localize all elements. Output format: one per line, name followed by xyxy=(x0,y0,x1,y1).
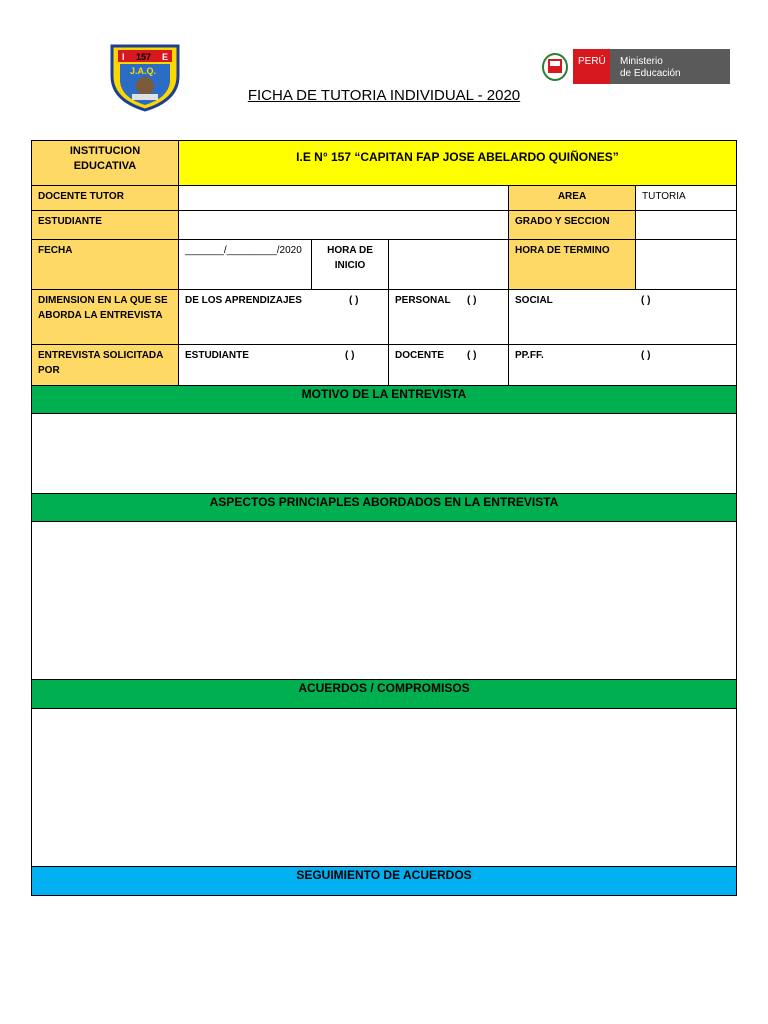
fecha-label: FECHA xyxy=(31,239,179,290)
solicitada-ppff-label: PP.FF. xyxy=(515,350,544,361)
page-title: FICHA DE TUTORIA INDIVIDUAL - 2020 xyxy=(247,87,521,104)
solicitada-estudiante-checkbox[interactable]: ( ) xyxy=(345,350,355,361)
fecha-field[interactable]: _______/_________/2020 xyxy=(178,239,312,290)
svg-text:J.A.Q.: J.A.Q. xyxy=(130,66,157,76)
motivo-header: MOTIVO DE LA ENTREVISTA xyxy=(31,385,737,414)
institucion-value: I.E N° 157 “CAPITAN FAP JOSE ABELARDO QUIÑONES” xyxy=(178,140,737,186)
dimension-social-label: SOCIAL xyxy=(515,295,553,306)
svg-text:PERÚ: PERÚ xyxy=(578,56,606,67)
solicitada-docente-label: DOCENTE xyxy=(395,350,444,361)
hora-inicio-label: HORA DE INICIO xyxy=(311,239,389,290)
svg-text:157: 157 xyxy=(136,52,152,62)
dimension-personal-checkbox[interactable]: ( ) xyxy=(467,295,477,306)
hora-termino-label: HORA DE TERMINO xyxy=(508,239,636,290)
svg-text:I: I xyxy=(122,52,125,62)
solicitada-ppff-checkbox[interactable]: ( ) xyxy=(641,350,651,361)
seguimiento-header: SEGUIMIENTO DE ACUERDOS xyxy=(31,866,737,896)
ministerio-educacion-logo xyxy=(540,47,730,85)
solicitada-docente[interactable] xyxy=(388,344,509,386)
svg-text:de Educación: de Educación xyxy=(620,68,681,79)
acuerdos-header: ACUERDOS / COMPROMISOS xyxy=(31,679,737,709)
svg-text:E: E xyxy=(162,52,169,62)
hora-termino-field[interactable] xyxy=(635,239,737,290)
dimension-aprendizajes[interactable] xyxy=(178,289,389,345)
solicitada-ppff[interactable] xyxy=(508,344,737,386)
svg-text:Ministerio: Ministerio xyxy=(620,56,663,67)
aspectos-header: ASPECTOS PRINCIAPLES ABORDADOS EN LA ENTREVISTA xyxy=(31,493,737,522)
dimension-aprendizajes-checkbox[interactable]: ( ) xyxy=(349,295,359,306)
dimension-personal-label: PERSONAL xyxy=(395,295,451,306)
grado-seccion-label: GRADO Y SECCION xyxy=(508,210,636,240)
area-value: TUTORIA xyxy=(635,185,737,211)
hora-inicio-field[interactable] xyxy=(388,239,509,290)
docente-tutor-field[interactable] xyxy=(178,185,509,211)
dimension-personal[interactable] xyxy=(388,289,509,345)
dimension-label: DIMENSION EN LA QUE SE ABORDA LA ENTREVISTA xyxy=(31,289,179,345)
area-label: AREA xyxy=(508,185,636,211)
solicitada-estudiante[interactable] xyxy=(178,344,389,386)
docente-tutor-label: DOCENTE TUTOR xyxy=(31,185,179,211)
acuerdos-field[interactable] xyxy=(31,708,737,867)
dimension-aprendizajes-label: DE LOS APRENDIZAJES xyxy=(185,295,302,306)
solicitada-estudiante-label: ESTUDIANTE xyxy=(185,350,249,361)
grado-seccion-field[interactable] xyxy=(635,210,737,240)
peru-coat-of-arms-icon xyxy=(543,54,567,80)
aspectos-field[interactable] xyxy=(31,521,737,680)
dimension-social-checkbox[interactable]: ( ) xyxy=(641,295,651,306)
dimension-social[interactable] xyxy=(508,289,737,345)
estudiante-label: ESTUDIANTE xyxy=(31,210,179,240)
institucion-label: INSTITUCION EDUCATIVA xyxy=(31,140,179,186)
solicitada-docente-checkbox[interactable]: ( ) xyxy=(467,350,477,361)
estudiante-field[interactable] xyxy=(178,210,509,240)
solicitada-label: ENTREVISTA SOLICITADA POR xyxy=(31,344,179,386)
motivo-field[interactable] xyxy=(31,413,737,494)
